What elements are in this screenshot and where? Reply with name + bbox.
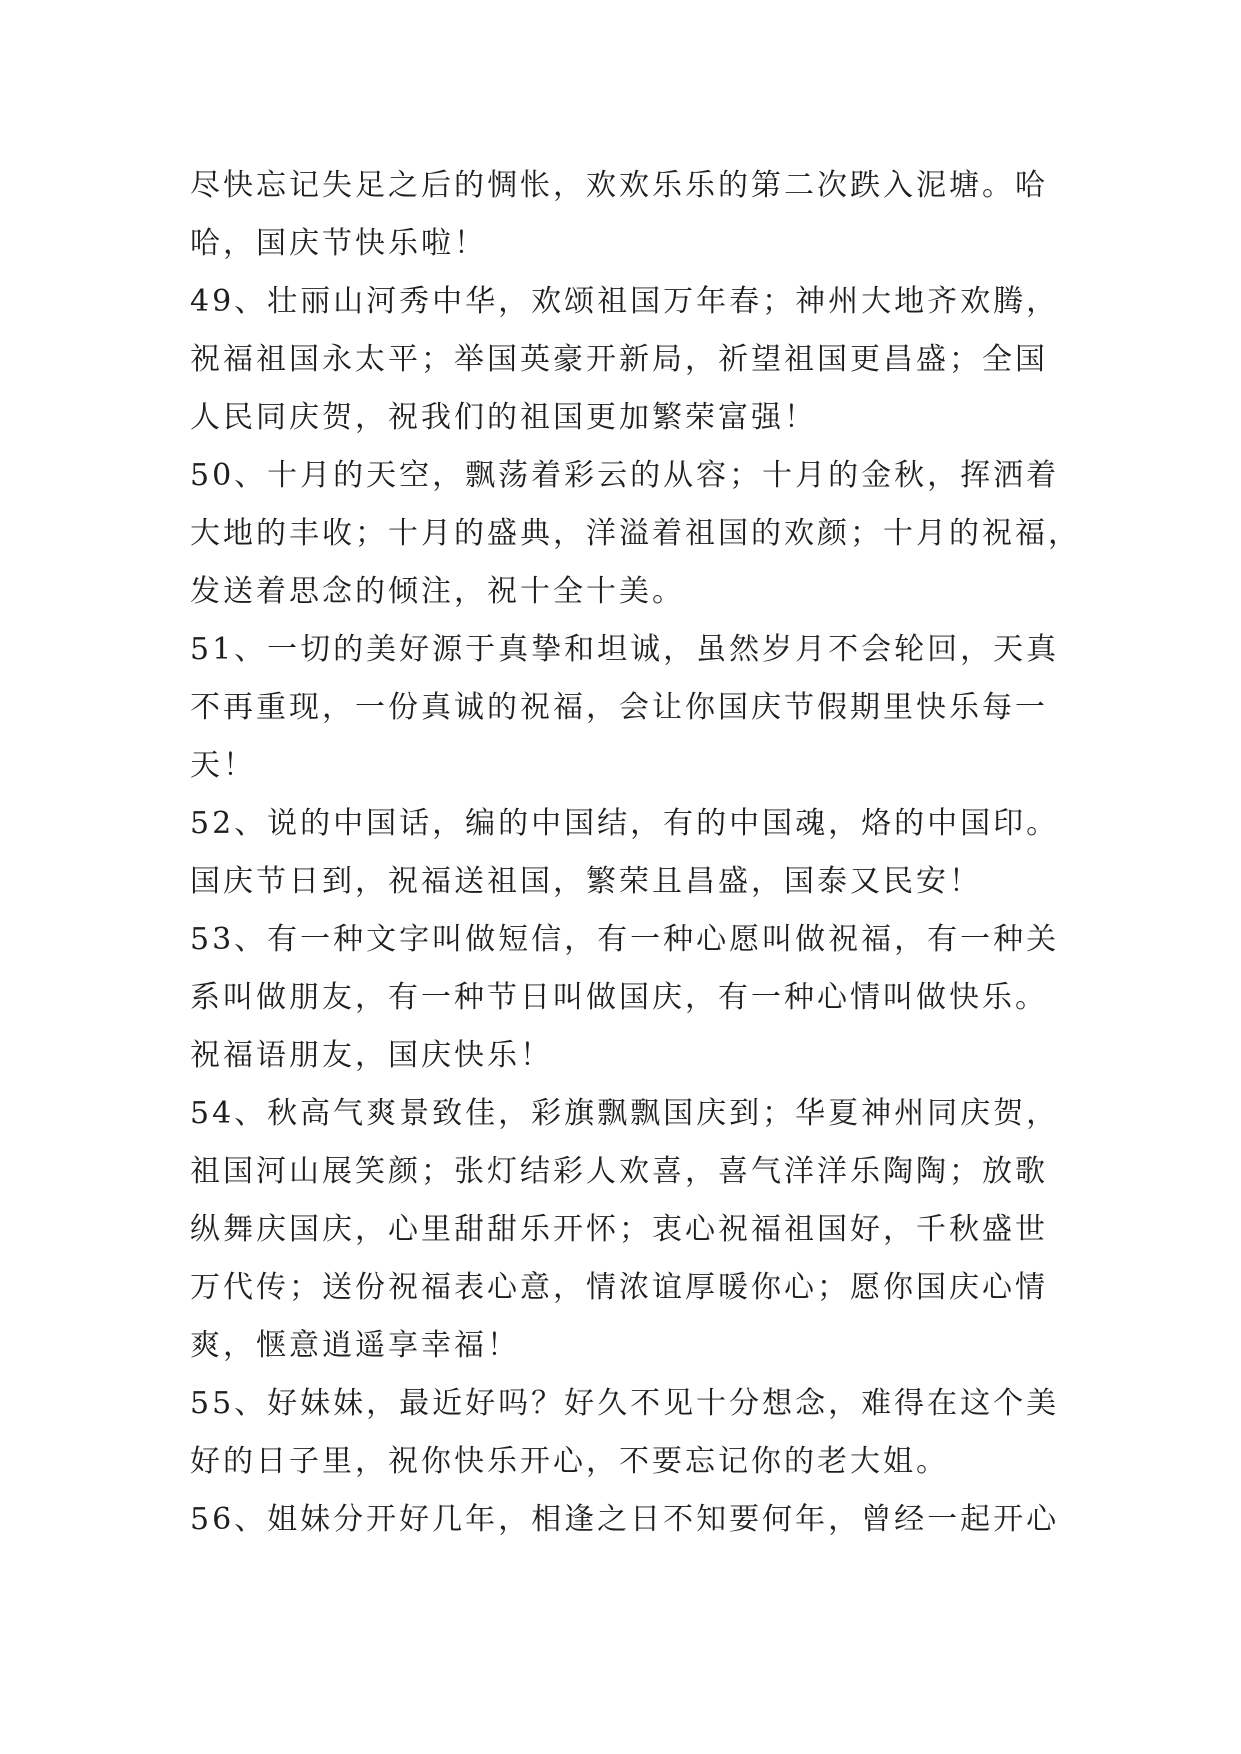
text-line: 50、十月的天空，飘荡着彩云的从容；十月的金秋，挥洒着 xyxy=(190,458,1060,493)
text-line: 人民同庆贺，祝我们的祖国更加繁荣富强！ xyxy=(190,400,817,435)
text-line: 52、说的中国话，编的中国结，有的中国魂，烙的中国印。 xyxy=(190,806,1060,841)
text-line: 天！ xyxy=(190,748,256,783)
text-line: 发送着思念的倾注，祝十全十美。 xyxy=(190,574,685,609)
text-line: 哈，国庆节快乐啦！ xyxy=(190,226,487,261)
text-line: 56、姐妹分开好几年，相逢之日不知要何年，曾经一起开心 xyxy=(190,1502,1060,1537)
text-line: 55、好妹妹，最近好吗？好久不见十分想念，难得在这个美 xyxy=(190,1386,1060,1421)
text-line: 祖国河山展笑颜；张灯结彩人欢喜，喜气洋洋乐陶陶；放歌 xyxy=(190,1154,1048,1189)
text-line: 尽快忘记失足之后的惆怅，欢欢乐乐的第二次跌入泥塘。哈 xyxy=(190,168,1048,203)
text-line: 纵舞庆国庆，心里甜甜乐开怀；衷心祝福祖国好，千秋盛世 xyxy=(190,1212,1048,1247)
text-line: 爽，惬意逍遥享幸福！ xyxy=(190,1328,520,1363)
text-line: 54、秋高气爽景致佳，彩旗飘飘国庆到；华夏神州同庆贺， xyxy=(190,1096,1060,1131)
text-line: 祝福祖国永太平；举国英豪开新局，祈望祖国更昌盛；全国 xyxy=(190,342,1048,377)
text-line: 好的日子里，祝你快乐开心，不要忘记你的老大姐。 xyxy=(190,1444,949,1479)
text-line: 不再重现，一份真诚的祝福，会让你国庆节假期里快乐每一 xyxy=(190,690,1048,725)
text-line: 系叫做朋友，有一种节日叫做国庆，有一种心情叫做快乐。 xyxy=(190,980,1048,1015)
text-line: 51、一切的美好源于真挚和坦诚，虽然岁月不会轮回，天真 xyxy=(190,632,1060,667)
text-line: 万代传；送份祝福表心意，情浓谊厚暖你心；愿你国庆心情 xyxy=(190,1270,1048,1305)
text-line: 大地的丰收；十月的盛典，洋溢着祖国的欢颜；十月的祝福， xyxy=(190,516,1081,551)
text-line: 祝福语朋友，国庆快乐！ xyxy=(190,1038,553,1073)
body-text xyxy=(190,157,1081,1549)
text-line: 49、壮丽山河秀中华，欢颂祖国万年春；神州大地齐欢腾， xyxy=(190,284,1060,319)
text-line: 国庆节日到，祝福送祖国，繁荣且昌盛，国泰又民安！ xyxy=(190,864,982,899)
text-line: 53、有一种文字叫做短信，有一种心愿叫做祝福，有一种关 xyxy=(190,922,1060,957)
